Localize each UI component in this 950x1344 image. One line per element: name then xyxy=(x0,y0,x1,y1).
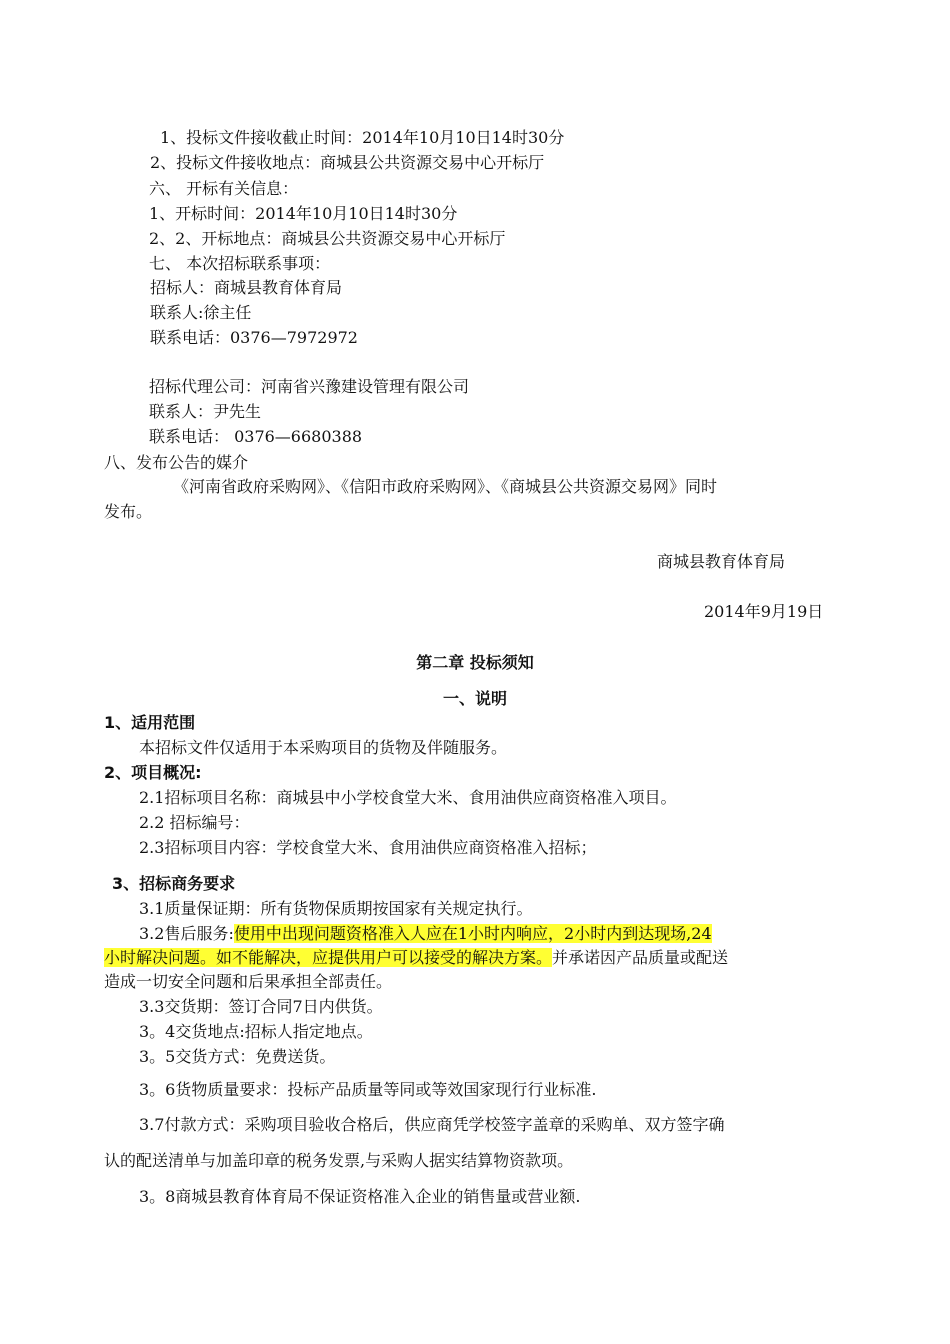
media-line: 《河南省政府采购网》、《信阳市政府采购网》、《商城县公共资源交易网》同时 xyxy=(173,477,718,496)
scope-text: 本招标文件仅适用于本采购项目的货物及伴随服务。 xyxy=(139,738,508,757)
bid-deadline-line: 1、投标文件接收截止时间：2014年10月10日14时30分 xyxy=(160,128,565,147)
scope-heading-text: 1、适用范围 xyxy=(104,713,196,732)
after-sales-highlight-1: 使用中出现问题资格准入人应在1小时内响应，2小时内到达现场,24 xyxy=(233,924,712,943)
after-sales-line xyxy=(139,922,712,946)
business-requirements-text: 3、招标商务要求 xyxy=(112,874,236,893)
after-sales-line-2 xyxy=(104,946,728,970)
quality-requirement-line: 3。6货物质量要求：投标产品质量等同或等效国家现行行业标准. xyxy=(139,1080,597,1099)
tenderer-line: 招标人：商城县教育体育局 xyxy=(150,278,343,297)
agency-contact-line: 联系人：尹先生 xyxy=(149,402,262,421)
agency-line: 招标代理公司：河南省兴豫建设管理有限公司 xyxy=(149,377,470,396)
contact-person-line: 联系人:徐主任 xyxy=(150,303,252,322)
bid-location-line: 2、投标文件接收地点：商城县公共资源交易中心开标厅 xyxy=(150,153,545,172)
no-guarantee-line: 3。8商城县教育体育局不保证资格准入企业的销售量或营业额. xyxy=(139,1187,581,1206)
media-line-end: 发布。 xyxy=(104,502,153,521)
business-requirements-heading xyxy=(112,872,235,896)
section-seven-heading: 七、 本次招标联系事项： xyxy=(149,254,331,273)
section-eight-heading: 八、发布公告的媒介 xyxy=(104,453,249,472)
after-sales-prefix: 3.2售后服务: xyxy=(139,924,234,943)
agency-phone-line: 联系电话： 0376—6680388 xyxy=(149,427,363,446)
section-six-heading: 六、 开标有关信息： xyxy=(149,179,299,198)
warranty-line: 3.1质量保证期：所有货物保质期按国家有关规定执行。 xyxy=(139,899,533,918)
issue-date: 2014年9月19日 xyxy=(704,602,824,621)
chapter-title: 第二章 投标须知 xyxy=(416,653,534,672)
delivery-location-line: 3。4交货地点:招标人指定地点。 xyxy=(139,1022,373,1041)
opening-time-line: 1、开标时间：2014年10月10日14时30分 xyxy=(149,204,458,223)
after-sales-rest: 并承诺因产品质量或配送 xyxy=(552,948,729,967)
issuer-signature: 商城县教育体育局 xyxy=(657,552,786,571)
delivery-method-line: 3。5交货方式：免费送货。 xyxy=(139,1047,336,1066)
overview-heading-text: 2、项目概况: xyxy=(104,763,202,782)
after-sales-line-3: 造成一切安全问题和后果承担全部责任。 xyxy=(104,972,393,991)
project-content-line: 2.3招标项目内容：学校食堂大米、食用油供应商资格准入招标； xyxy=(139,838,597,857)
delivery-period-line: 3.3交货期：签订合同7日内供货。 xyxy=(139,997,383,1016)
overview-heading xyxy=(104,761,202,785)
after-sales-highlight-2: 小时解决问题。如不能解决，应提供用户可以接受的解决方案。 xyxy=(104,948,553,967)
payment-line-2: 认的配送清单与加盖印章的税务发票,与采购人据实结算物资款项。 xyxy=(104,1151,574,1170)
payment-line: 3.7付款方式：采购项目验收合格后，供应商凭学校签字盖章的采购单、双方签字确 xyxy=(139,1115,725,1134)
project-number-line: 2.2 招标编号： xyxy=(139,813,250,832)
contact-phone-line: 联系电话：0376—7972972 xyxy=(150,328,358,347)
project-name-line: 2.1招标项目名称：商城县中小学校食堂大米、食用油供应商资格准入项目。 xyxy=(139,788,677,807)
opening-location-line: 2、2、开标地点：商城县公共资源交易中心开标厅 xyxy=(149,229,506,248)
section-one-title: 一、说明 xyxy=(442,689,507,708)
scope-heading xyxy=(104,711,195,735)
